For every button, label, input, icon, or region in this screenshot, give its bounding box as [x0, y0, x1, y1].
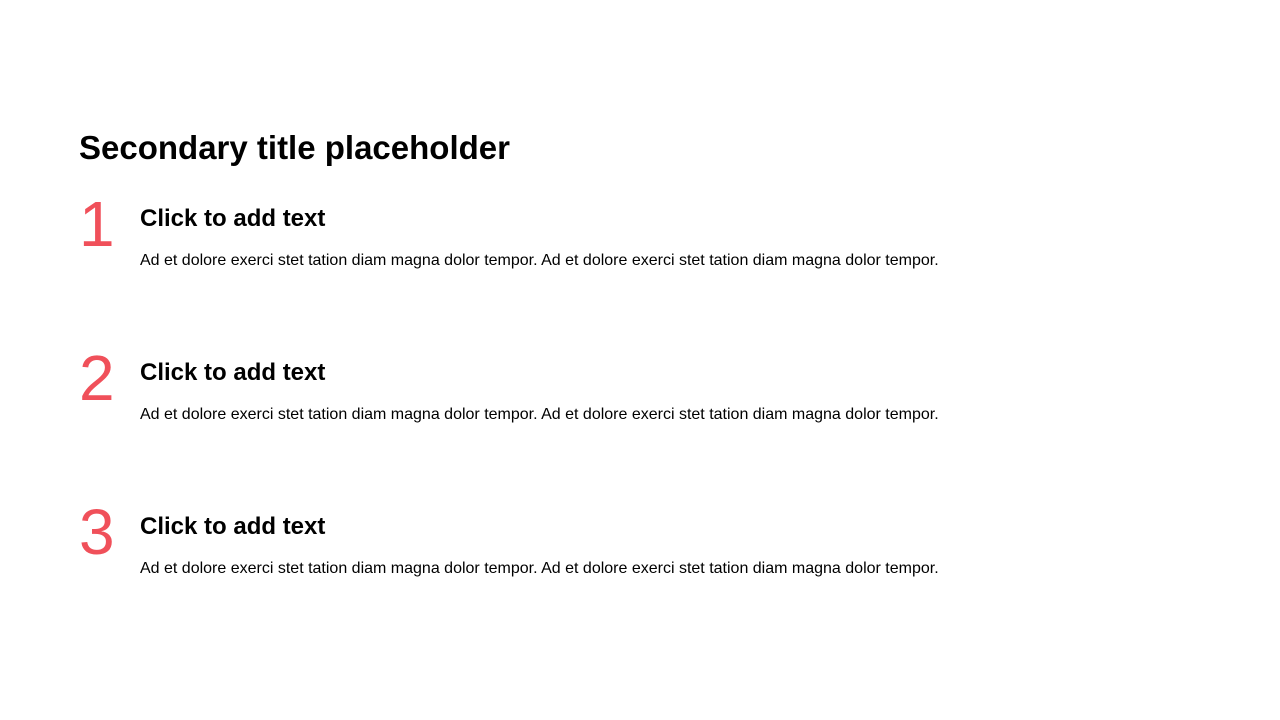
item-body-text[interactable]: Ad et dolore exerci stet tation diam magna dolor tempor. Ad et dolore exerci stet tation diam magna dolor tempor.: [140, 406, 939, 423]
item-number: 1: [79, 188, 115, 260]
item-heading-placeholder[interactable]: Click to add text: [140, 205, 326, 232]
slide-title[interactable]: Secondary title placeholder: [79, 129, 510, 166]
item-number: 3: [79, 496, 115, 568]
item-heading-placeholder[interactable]: Click to add text: [140, 359, 326, 386]
list-item: [79, 186, 1079, 296]
item-heading-placeholder[interactable]: Click to add text: [140, 513, 326, 540]
list-item: [79, 494, 1079, 604]
list-item: [79, 340, 1079, 450]
item-number: 2: [79, 342, 115, 414]
item-body-text[interactable]: Ad et dolore exerci stet tation diam magna dolor tempor. Ad et dolore exerci stet tation diam magna dolor tempor.: [140, 252, 939, 269]
item-body-text[interactable]: Ad et dolore exerci stet tation diam magna dolor tempor. Ad et dolore exerci stet tation diam magna dolor tempor.: [140, 560, 939, 577]
